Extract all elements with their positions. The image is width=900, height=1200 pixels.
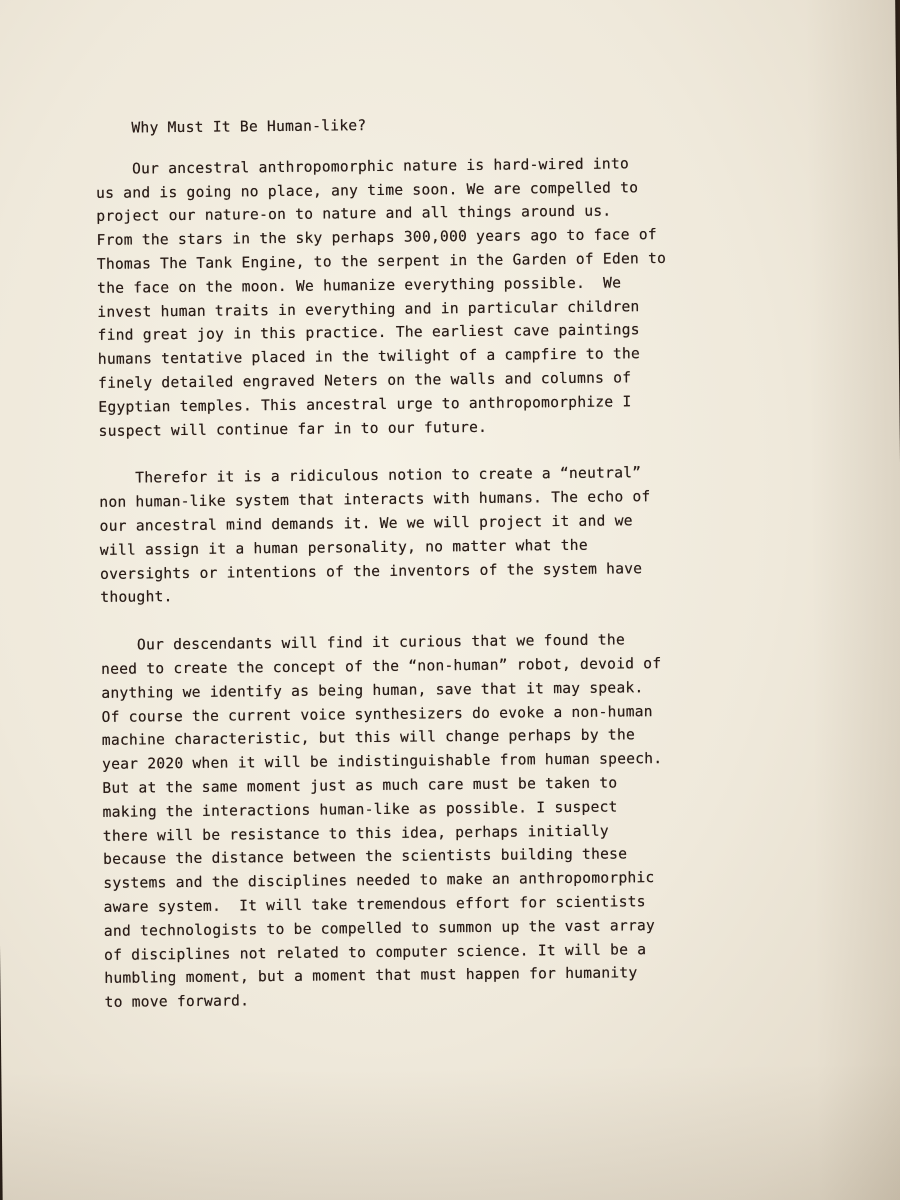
text-line: humbling moment, but a moment that must happen for humanity xyxy=(104,964,638,988)
text-line: will assign it a human personality, no matter what the xyxy=(99,536,588,559)
text-line: humans tentative placed in the twilight of a campfire to the xyxy=(97,345,641,369)
text-line: Egyptian temples. This ancestral urge to anthropomorphize I xyxy=(98,393,632,416)
text-line: because the distance between the scientists building these xyxy=(103,845,628,869)
paragraph-1 xyxy=(96,150,789,443)
page-shadow-bottom xyxy=(1,1062,900,1200)
text-line: machine characteristic, but this will change perhaps by the xyxy=(101,726,636,750)
text-line: need to create the concept of the “non-human” robot, devoid of xyxy=(101,654,662,678)
text-line: From the stars in the sky perhaps 300,000 years ago to face of xyxy=(96,226,657,250)
text-line: suspect will continue far in to our future. xyxy=(98,418,488,440)
paragraph-3 xyxy=(101,627,795,1015)
text-line: non human-like system that interacts with humans. The echo of xyxy=(99,488,651,512)
text-line: Of course the current voice synthesizers do evoke a non-human xyxy=(101,702,653,726)
text-line: aware system. It will take tremendous effort for scientists xyxy=(103,893,646,916)
text-line: us and is going no place, any time soon. We are compelled to xyxy=(96,178,639,202)
text-line: year 2020 when it will be indistinguishable from human speech. xyxy=(102,750,663,773)
paragraph-2 xyxy=(99,460,790,610)
text-line: our ancestral mind demands it. We we will project it and we xyxy=(99,512,633,535)
text-line: Our descendants will find it curious that we found the xyxy=(100,631,626,655)
text-line: making the interactions human-like as possible. I suspect xyxy=(102,798,618,821)
text-line: finely detailed engraved Neters on the walls and columns of xyxy=(98,369,632,392)
text-line: there will be resistance to this idea, perhaps initially xyxy=(102,822,609,845)
text-line: anything we identify as being human, save that it may speak. xyxy=(101,678,644,702)
text-line: and technologists to be compelled to summon up the vast array xyxy=(103,916,656,940)
text-line: the face on the moon. We humanize everything possible. We xyxy=(97,274,622,297)
text-line: Our ancestral anthropomorphic nature is hard-wired into xyxy=(95,155,630,178)
text-line: project our nature-on to nature and all things around us. xyxy=(96,202,612,226)
text-line: But at the same moment just as much care must be taken to xyxy=(102,774,618,797)
document-title: Why Must It Be Human-like? xyxy=(131,117,367,137)
page-shadow-right xyxy=(805,0,900,1200)
text-line: thought. xyxy=(100,588,173,607)
typed-text-block xyxy=(95,110,795,1039)
text-line: of disciplines not related to computer science. It will be a xyxy=(104,940,647,964)
text-line: Thomas The Tank Engine, to the serpent in the Garden of Eden to xyxy=(96,249,667,273)
text-line: systems and the disciplines needed to make an anthropomorphic xyxy=(103,869,655,892)
text-line: invest human traits in everything and in particular children xyxy=(97,297,640,321)
text-line: oversights or intentions of the inventors of the system have xyxy=(100,559,643,583)
text-line: find great joy in this practice. The earliest cave paintings xyxy=(97,321,640,345)
text-line: Therefor it is a ridiculous notion to create a “neutral” xyxy=(99,464,642,488)
text-line: to move forward. xyxy=(104,992,250,1011)
